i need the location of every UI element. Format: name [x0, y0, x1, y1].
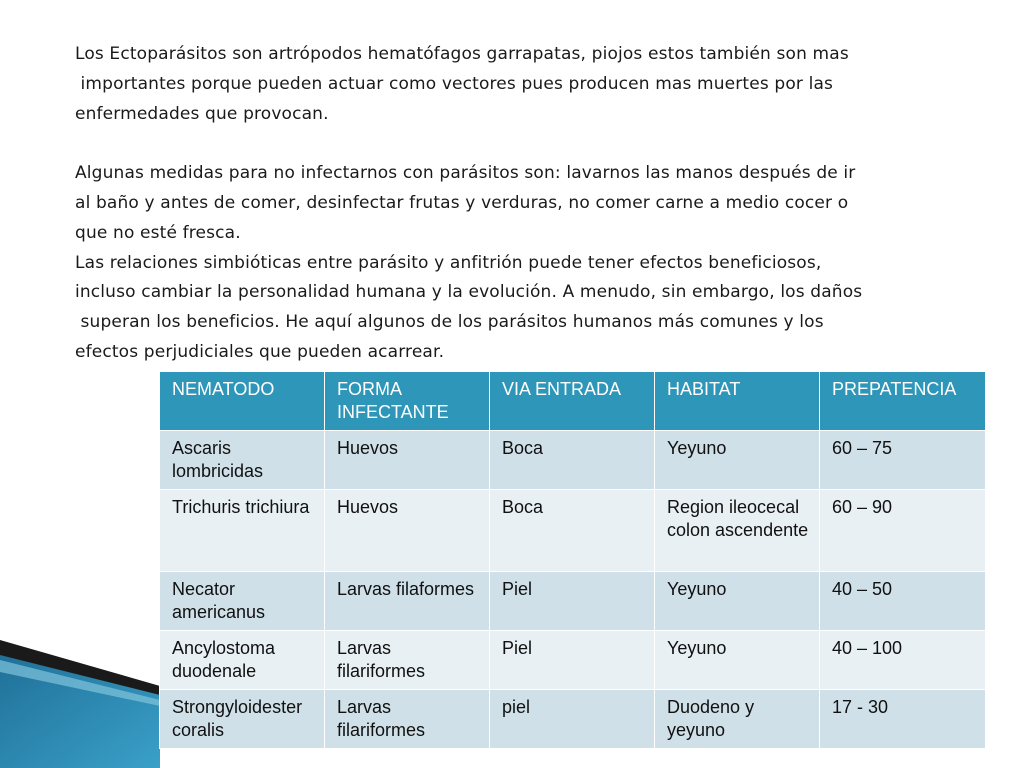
header-habitat: HABITAT: [655, 372, 820, 431]
body-text: [75, 40, 975, 368]
table-cell: Ascaris lombricidas: [160, 431, 325, 490]
paragraph-line: importantes porque pueden actuar como vectores pues producen mas muertes por las: [75, 73, 834, 94]
table-cell: 40 – 50: [820, 572, 986, 631]
header-nematodo: NEMATODO: [160, 372, 325, 431]
table-cell: Larvas filariformes: [325, 631, 490, 690]
paragraph-line: Los Ectoparásitos son artrópodos hematófagos garrapatas, piojos estos también son mas: [75, 44, 849, 64]
nematode-table: [159, 371, 986, 749]
paragraph-line: incluso cambiar la personalidad humana y la evolución. A menudo, sin embargo, los daños: [75, 282, 863, 303]
table-row: [160, 572, 986, 631]
table-cell: Huevos: [325, 490, 490, 572]
table-cell: Duodeno y yeyuno: [655, 690, 820, 749]
table-cell: Boca: [490, 431, 655, 490]
table-row: [160, 631, 986, 690]
paragraph-line: Las relaciones simbióticas entre parásito y anfitrión puede tener efectos beneficiosos,: [75, 252, 822, 273]
paragraph-line: Algunas medidas para no infectarnos con parásitos son: lavarnos las manos después de ir: [75, 163, 856, 184]
paragraph-line: que no esté fresca.: [75, 222, 241, 243]
paragraph-gap: [75, 129, 975, 159]
paragraph-line: superan los beneficios. He aquí algunos de los parásitos humanos más comunes y los: [75, 312, 824, 333]
header-prepatencia: PREPATENCIA: [820, 372, 986, 431]
table-cell: Trichuris trichiura: [160, 490, 325, 572]
paragraph-line: enfermedades que provocan.: [75, 103, 329, 124]
paragraph-line: efectos perjudiciales que pueden acarrear.: [75, 341, 445, 362]
table-cell: 60 – 90: [820, 490, 986, 572]
table-cell: Larvas filaformes: [325, 572, 490, 631]
table-cell: Huevos: [325, 431, 490, 490]
table-cell: Region ileocecal colon ascendente: [655, 490, 820, 572]
table-cell: 40 – 100: [820, 631, 986, 690]
table-cell: Piel: [490, 572, 655, 631]
header-via-entrada: VIA ENTRADA: [490, 372, 655, 431]
table-cell: 60 – 75: [820, 431, 986, 490]
table-cell: piel: [490, 690, 655, 749]
table-cell: Ancylostoma duodenale: [160, 631, 325, 690]
table-cell: Strongyloidester coralis: [160, 690, 325, 749]
table-cell: 17 - 30: [820, 690, 986, 749]
table-cell: Larvas filariformes: [325, 690, 490, 749]
table-cell: Yeyuno: [655, 572, 820, 631]
header-forma-infectante: FORMA INFECTANTE: [325, 372, 490, 431]
table-cell: Yeyuno: [655, 431, 820, 490]
table-header-row: [160, 372, 986, 431]
table-row: [160, 690, 986, 749]
table-cell: Boca: [490, 490, 655, 572]
table-row: [160, 490, 986, 572]
table-cell: Piel: [490, 631, 655, 690]
table-row: [160, 431, 986, 490]
paragraph-line: al baño y antes de comer, desinfectar frutas y verduras, no comer carne a medio cocer o: [75, 192, 849, 213]
table-cell: Necator americanus: [160, 572, 325, 631]
table-cell: Yeyuno: [655, 631, 820, 690]
